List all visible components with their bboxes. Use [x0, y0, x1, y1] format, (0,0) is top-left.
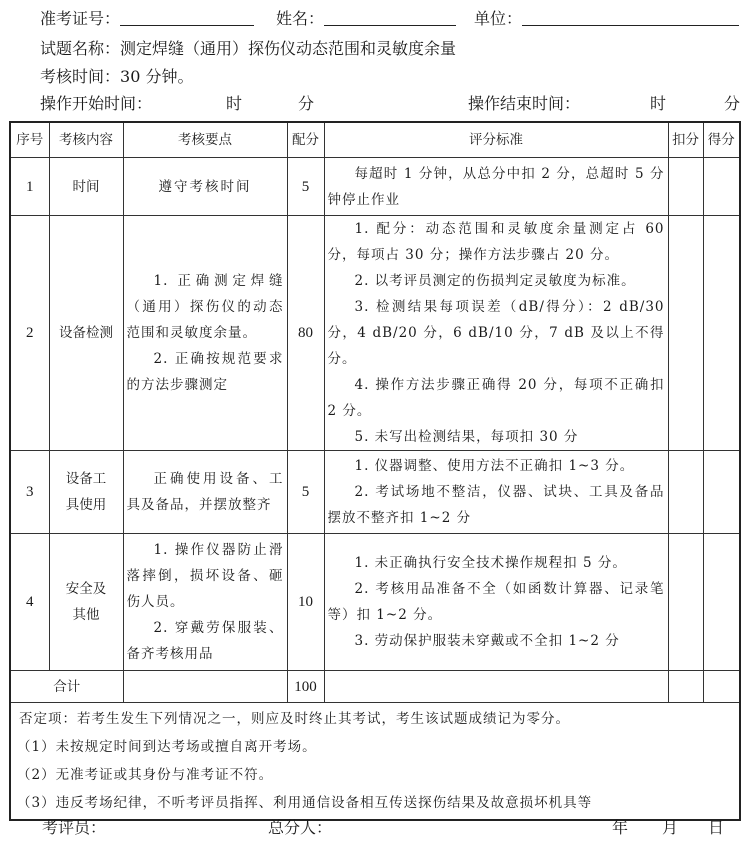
row-deduct-cell[interactable] [668, 534, 703, 671]
total-row [10, 671, 740, 703]
veto-item: （2）无准考证或其身份与准考证不符。 [17, 767, 274, 783]
title-row [40, 36, 456, 59]
row-earned-cell[interactable] [703, 158, 740, 216]
duration-row [40, 64, 193, 87]
total-points-cell [123, 671, 287, 703]
criteria-item: 2. 以考评员测定的伤损判定灵敏度为标准。 [354, 273, 636, 289]
col-header-earned: 得分 [703, 122, 740, 158]
criteria-item: 2. 考核用品准备不全（如函数计算器、记录笔等）扣 1~2 分。 [327, 581, 665, 623]
points-item: 正确使用设备、工具及备品，并摆放整齐 [126, 471, 284, 513]
name-field[interactable] [324, 9, 456, 26]
unit-row [474, 6, 739, 29]
total-earned-cell[interactable] [703, 671, 740, 703]
row-earned-cell[interactable] [703, 534, 740, 671]
scorer-label: 总分人： [268, 818, 333, 837]
row-points [123, 451, 287, 534]
col-header-no: 序号 [10, 122, 49, 158]
title-label: 试题名称： [40, 39, 121, 58]
start-time-row [40, 91, 152, 114]
row-score: 5 [287, 451, 324, 534]
criteria-item: 1. 仪器调整、使用方法不正确扣 1~3 分。 [354, 458, 635, 474]
points-item: 1. 操作仪器防止滑落摔倒，损坏设备、砸伤人员。 [126, 542, 284, 610]
points-item: 1. 正确测定焊缝（通用）探伤仪的动态范围和灵敏度余量。 [126, 273, 284, 341]
exam-id-row [40, 6, 254, 29]
row-criteria [324, 216, 668, 451]
end-minute: 分 [724, 94, 741, 113]
row-criteria [324, 451, 668, 534]
table-row [10, 216, 740, 451]
examiner-label: 考评员： [42, 818, 107, 837]
scoring-table [9, 121, 741, 821]
row-score: 10 [287, 534, 324, 671]
veto-notes [10, 703, 740, 821]
duration-value: 30 分钟。 [120, 67, 194, 86]
row-deduct-cell[interactable] [668, 216, 703, 451]
row-no: 1 [10, 158, 49, 216]
row-earned-cell[interactable] [703, 216, 740, 451]
veto-row [10, 703, 740, 821]
row-deduct-cell[interactable] [668, 451, 703, 534]
points-item: 2. 穿戴劳保服装、备齐考核用品 [126, 620, 284, 662]
criteria-item: 3. 检测结果每项误差（dB/得分）：2 dB/30 分，4 dB/20 分，6 dB/10 分，7 dB 及以上不得分。 [327, 299, 665, 367]
unit-field[interactable] [522, 9, 739, 26]
criteria-item: 1. 未正确执行安全技术操作规程扣 5 分。 [354, 555, 627, 571]
name-label: 姓名： [276, 9, 325, 28]
points-item: 2. 正确按规范要求的方法步骤测定 [126, 351, 284, 393]
criteria-item: 4. 操作方法步骤正确得 20 分，每项不正确扣 2 分。 [327, 377, 665, 419]
title-value: 测定焊缝（通用）探伤仪动态范围和灵敏度余量 [120, 39, 457, 58]
row-points [123, 216, 287, 451]
veto-item: （1）未按规定时间到达考场或擅自离开考场。 [17, 739, 317, 755]
veto-intro: 否定项：若考生发生下列情况之一，则应及时终止其考试，考生该试题成绩记为零分。 [19, 711, 570, 727]
name-row [276, 6, 456, 29]
start-hour: 时 [226, 94, 243, 113]
end-time-row [468, 91, 580, 114]
table-header-row [10, 122, 740, 158]
row-no: 4 [10, 534, 49, 671]
row-content: 安全及其他 [49, 534, 123, 671]
criteria-item: 3. 劳动保护服装未穿戴或不全扣 1~2 分 [354, 633, 620, 649]
row-no: 2 [10, 216, 49, 451]
row-points [123, 534, 287, 671]
row-criteria [324, 534, 668, 671]
row-no: 3 [10, 451, 49, 534]
start-minute: 分 [298, 94, 315, 113]
col-header-points: 考核要点 [123, 122, 287, 158]
exam-id-label: 准考证号： [40, 9, 121, 28]
row-content: 设备检测 [49, 216, 123, 451]
criteria-item: 1. 配分：动态范围和灵敏度余量测定占 60 分，每项占 30 分；操作方法步骤占 20 分。 [327, 221, 665, 263]
table-row [10, 534, 740, 671]
row-points: 遵守考核时间 [123, 158, 287, 216]
row-content: 时间 [49, 158, 123, 216]
total-label: 合计 [10, 671, 123, 703]
veto-item: （3）违反考场纪律，不听考评员指挥、利用通信设备相互传送探伤结果及故意损坏机具等 [17, 795, 593, 811]
row-score: 5 [287, 158, 324, 216]
criteria-item: 每超时 1 分钟，从总分中扣 2 分，总超时 5 分钟停止作业 [327, 165, 665, 208]
total-score: 100 [287, 671, 324, 703]
unit-label: 单位： [474, 9, 523, 28]
col-header-content: 考核内容 [49, 122, 123, 158]
table-row [10, 451, 740, 534]
exam-id-field[interactable] [120, 9, 254, 26]
table-row [10, 158, 740, 216]
end-hour: 时 [650, 94, 667, 113]
duration-label: 考核时间： [40, 67, 121, 86]
criteria-item: 5. 未写出检测结果，每项扣 30 分 [354, 429, 579, 445]
row-score: 80 [287, 216, 324, 451]
criteria-item: 2. 考试场地不整洁，仪器、试块、工具及备品摆放不整齐扣 1~2 分 [327, 484, 665, 526]
start-label: 操作开始时间： [40, 94, 153, 113]
col-header-score: 配分 [287, 122, 324, 158]
total-criteria-cell [324, 671, 668, 703]
date-month: 月 [662, 818, 679, 837]
col-header-deduct: 扣分 [668, 122, 703, 158]
col-header-criteria: 评分标准 [324, 122, 668, 158]
date-year: 年 [612, 818, 629, 837]
end-label: 操作结束时间： [468, 94, 581, 113]
row-content: 设备工具使用 [49, 451, 123, 534]
row-earned-cell[interactable] [703, 451, 740, 534]
date-day: 日 [708, 818, 725, 837]
row-deduct-cell[interactable] [668, 158, 703, 216]
row-criteria [324, 158, 668, 216]
total-deduct-cell[interactable] [668, 671, 703, 703]
